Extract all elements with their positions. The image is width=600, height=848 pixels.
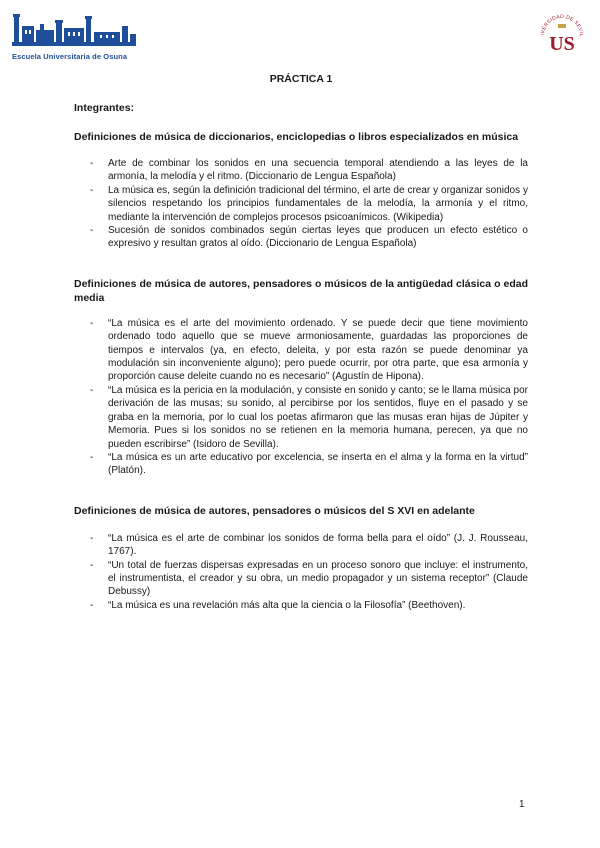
definition-text: “La música es un arte educativo por excelencia, se inserta en el alma y la forma en la virtud” (Platón).: [108, 451, 528, 477]
university-seal-icon: [536, 8, 588, 60]
svg-text:US: US: [549, 33, 575, 55]
definition-text: “La música es una revelación más alta que la ciencia o la Filosofía” (Beethoven).: [108, 599, 466, 611]
list-item: [74, 384, 528, 451]
bullet-dash: -: [90, 532, 94, 544]
list-item: [74, 184, 528, 224]
definition-text: “Un total de fuerzas dispersas expresadas en un proceso sonoro que incluye: el instrumento, el instrumentista, el creador y su obra, un medio propagador y un sistema receptor” (Claude Debussy): [108, 559, 528, 598]
definition-text: “La música es el arte del movimiento ordenado. Y se puede decir que tiene movimiento ordenado todo aquello que se mueve armoniosamente, guardadas las proporciones de tiempos e intervalos (ya, en efecto, deleita, y por esta razón se puede denominar ya modulación sin inconveniente alguno); pero puede ocurrir, por otra parte, que esa armonía y proporción cause deleite cuando no es necesario” (Agustín de Hipona).: [108, 317, 528, 383]
escuela-universitaria-osuna-logo: [10, 12, 138, 62]
page-number: 1: [519, 799, 525, 810]
section-title: Definiciones de música de diccionarios, enciclopedias o libros especializados en música: [74, 131, 519, 143]
definition-list: [74, 532, 528, 612]
bullet-dash: -: [90, 559, 94, 571]
definition-text: “La música es el arte de combinar los sonidos de forma bella para el oído” (J. J. Rousseau, 1767).: [108, 532, 528, 558]
castle-skyline-icon: [10, 12, 138, 52]
logo-caption: Escuela Universitaria de Osuna: [12, 52, 128, 61]
definition-text: “La música es la pericia en la modulación, y consiste en sonido y canto; se le llama música por derivación de las musas; su sonido, al percibirse por los sentidos, fluye en el pasado y se graba en la memoria, por lo cual los poetas afirmaron que las musas eran hijas de Júpiter y Memoria. Pues si los sonidos no se retienen en la memoria humana, perecen, ya que no pueden escribirse” (Isidoro de Sevilla).: [108, 384, 528, 450]
list-item: [74, 157, 528, 184]
list-item: [74, 317, 528, 384]
bullet-dash: -: [90, 599, 94, 611]
definition-text: Sucesión de sonidos combinados según ciertas leyes que producen un efecto estético o expresivo y resultan gratos al oído. (Diccionario de Lengua Española): [108, 225, 528, 250]
bullet-dash: -: [90, 451, 94, 463]
definition-text: La música es, según la definición tradicional del término, el arte de crear y organizar sonidos y silencios respetando los principios fundamentales de la melodía, la armonía y el ritmo, mediante la intervención de complejos procesos psicoanímicos. (Wikipedia): [108, 184, 528, 223]
page-header: [0, 0, 600, 70]
definition-list: [74, 157, 528, 251]
list-item: [74, 451, 528, 478]
bullet-dash: -: [90, 184, 94, 196]
definition-text: Arte de combinar los sonidos en una secuencia temporal atendiendo a las leyes de la armonía, la melodía y el ritmo. (Diccionario de Lengua Española): [108, 158, 528, 183]
bullet-dash: -: [90, 317, 94, 329]
list-item: [74, 559, 528, 599]
definition-list: [74, 317, 528, 478]
integrantes-label: Integrantes:: [74, 102, 135, 114]
page-title: PRÁCTICA 1: [269, 73, 333, 85]
bullet-dash: -: [90, 384, 94, 396]
section-title: Definiciones de música de autores, pensadores o músicos de la antigüedad clásica o edad media: [74, 277, 528, 304]
document-body: [74, 72, 528, 612]
bullet-dash: -: [90, 158, 94, 169]
universidad-de-sevilla-logo: [536, 8, 588, 60]
list-item: [74, 599, 528, 612]
bullet-dash: -: [90, 225, 94, 237]
list-item: [74, 224, 528, 251]
svg-text:UNIVERSIDAD DE SEVILLA: IVERSIDAD DE SEVIL: [539, 13, 585, 37]
list-item: [74, 532, 528, 559]
section-title: Definiciones de música de autores, pensadores o músicos del S XVI en adelante: [74, 504, 475, 517]
